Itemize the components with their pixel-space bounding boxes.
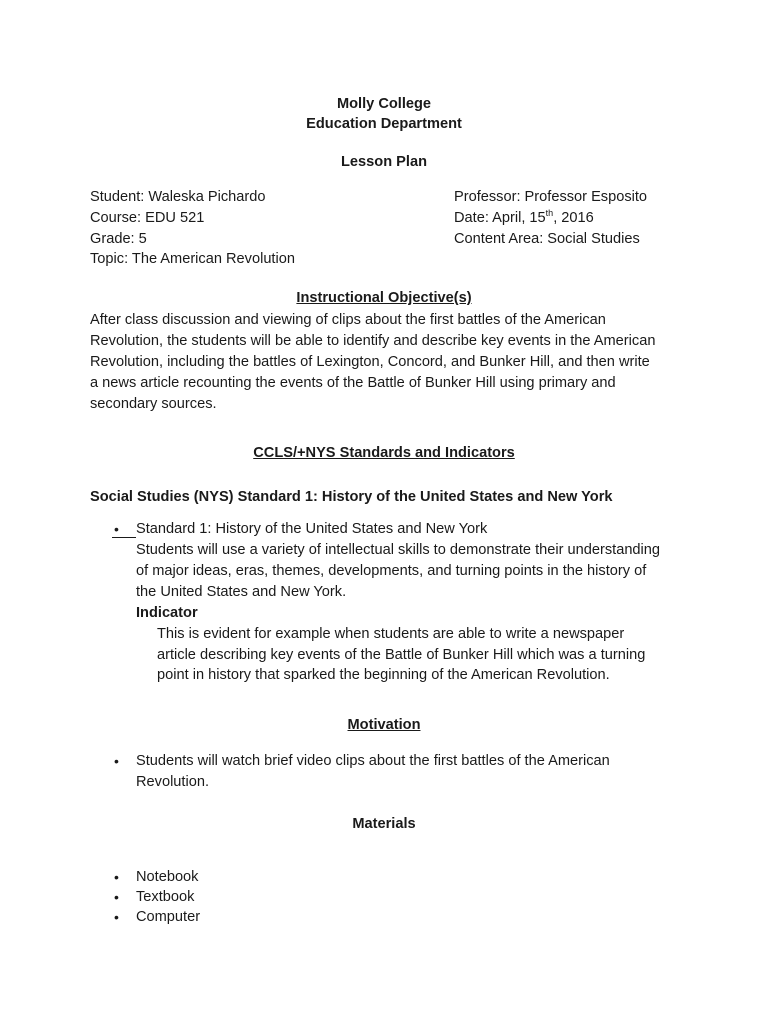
standards-subheading: Social Studies (NYS) Standard 1: History of the United States and New York [90,489,613,505]
standard-item [136,519,696,624]
materials-item: Textbook [136,889,195,905]
course-code: Course: EDU 521 [90,209,205,226]
objective-line: After class discussion and viewing of clips about the first battles of the American [90,312,606,328]
professor-name: Professor: Professor Esposito [454,189,648,205]
lesson-topic: Topic: The American Revolution [90,251,295,268]
materials-item: Computer [136,909,201,925]
objective-heading: Instructional Objective(s) [296,290,472,306]
grade-level: Grade: 5 [90,230,147,247]
date-suffix: , 2016 [553,209,594,226]
motivation-heading: Motivation [347,717,421,733]
materials-bullet [114,909,122,926]
department-name: Education Department [306,116,462,132]
objective-line: Revolution, including the battles of Lexington, Concord, and Bunker Hill, and then write [90,354,650,370]
objective-line: a news article recounting the events of the Battle of Bunker Hill using primary and [90,375,616,391]
standard-item-line: the United States and New York. [136,584,347,600]
standard-bullet [114,521,122,538]
indicator-label: Indicator [136,605,198,621]
motivation-bullet [114,753,122,770]
document-header [0,94,768,134]
motivation-line: Students will watch brief video clips about the first battles of the American [136,753,610,769]
standards-heading: CCLS/+NYS Standards and Indicators [253,445,515,461]
standard-item-line: Students will use a variety of intellectual skills to demonstrate their understanding [136,542,661,558]
indicator-line: This is evident for example when students are able to write a newspaper [157,626,625,642]
info-left-column [90,187,295,270]
indicator-line: article describing key events of the Battle of Bunker Hill which was a turning [157,646,646,663]
materials-bullet [114,889,122,906]
date-prefix: Date: April, 15 [454,209,546,226]
objective-paragraph [90,310,690,415]
materials-item: Notebook [136,869,199,885]
objective-line: Revolution, the students will be able to identify and describe key events in the American [90,333,656,349]
student-name: Student: Waleska Pichardo [90,189,266,205]
materials-bullet [114,869,122,886]
info-right-column [454,187,647,249]
motivation-item [136,751,696,793]
motivation-line: Revolution. [136,774,210,790]
date-superscript: th [545,207,554,218]
bullet-underline [112,537,136,538]
standard-item-title: Standard 1: History of the United States and New York [136,521,488,537]
lesson-date [454,208,647,229]
content-area: Content Area: Social Studies [454,230,640,247]
document-title: Lesson Plan [341,154,427,170]
objective-line: secondary sources. [90,396,217,412]
indicator-paragraph [157,624,677,686]
indicator-line: point in history that sparked the beginning of the American Revolution. [157,667,610,683]
materials-heading: Materials [352,816,416,832]
college-name: Molly College [336,96,432,112]
standard-item-line: of major ideas, eras, themes, developments, and turning points in the history of [136,563,647,579]
